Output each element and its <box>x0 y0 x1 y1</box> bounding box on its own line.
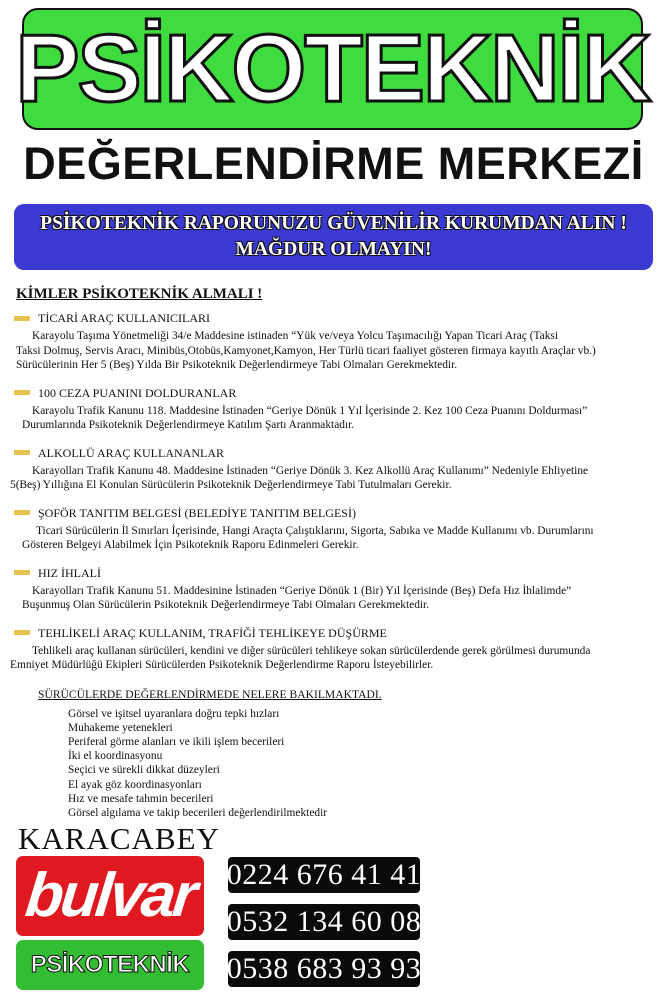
phone-number-box <box>228 857 420 893</box>
section-heading: KİMLER PSİKOTEKNİK ALMALI ! <box>16 286 263 302</box>
item-line: Ticari Sürücülerin İl Sınırları İçerisinde, Hangi Araçta Çalıştıklarını, Sigorta, Sabıka ve Madde Kullanımı vb. Durumlarını <box>36 524 594 537</box>
item-line: Karayolu Trafik Kanunu 118. Maddesine İstinaden “Geriye Dönük 1 Yıl İçerisinde 2. Kez 100 Ceza Puanını Doldurması” <box>32 404 588 417</box>
item-line: Gösteren Belgeyi Alabilmek İçin Psikoteknik Raporu Edinmeleri Gerekir. <box>22 539 359 551</box>
list-item <box>10 505 656 553</box>
item-body <box>10 584 656 613</box>
list-item: Periferal görme alanları ve ikili işlem becerileri <box>68 735 285 748</box>
item-body <box>10 464 656 493</box>
item-line: Taksi Dolmuş, Servis Aracı, Minibüs,Otobüs,Kamyonet,Kamyon, Her Türlü ticari faaliyet gösteren firmaya kayıtlı Araçlar vb.) <box>16 344 596 357</box>
item-title: ŞOFÖR TANITIM BELGESİ (BELEDİYE TANITIM BELGESİ) <box>38 505 356 520</box>
list-item <box>10 565 656 613</box>
item-line: Karayolu Taşıma Yönetmeliği 34/e Maddesine istinaden “Yük ve/veya Yolcu Taşımacılığı Yapan Ticari Araç (Taksi <box>32 330 559 342</box>
warning-line-2: MAĞDUR OLMAYIN! <box>235 239 432 260</box>
item-line: Durumlarında Psikoteknik Değerlendirmeye Katılım Şartı Aranmaktadır. <box>22 419 355 431</box>
evaluation-list <box>68 707 656 821</box>
item-title: HIZ İHLALİ <box>38 565 101 580</box>
item-line: Karayolları Trafik Kanunu 48. Maddesine İstinaden “Geriye Dönük 3. Kez Alkollü Araç Kullanımı” Nedeniyle Ehliyetine <box>32 464 589 477</box>
list-item: El ayak göz koordinasyonları <box>68 778 202 791</box>
item-title: 100 CEZA PUANINI DOLDURANLAR <box>38 385 237 400</box>
list-item <box>10 385 656 433</box>
phone-number: 0224 676 41 41 <box>226 858 422 891</box>
bullet-icon <box>14 630 30 635</box>
bullet-icon <box>14 510 30 515</box>
brand-logo <box>16 856 204 936</box>
evaluation-heading: SÜRÜCÜLERDE DEĞERLENDİRMEDE NELERE BAKILMAKTADI. <box>38 687 382 701</box>
brand-subtitle: PSİKOTEKNİK <box>30 951 190 978</box>
title-banner <box>15 8 650 130</box>
brand-logo-text: bulvar <box>22 861 198 930</box>
item-body <box>10 329 656 373</box>
list-item: Hız ve mesafe tahmin becerileri <box>68 792 214 805</box>
page-subtitle: DEĞERLENDİRME MERKEZİ <box>23 138 644 189</box>
phone-number-box <box>228 951 420 987</box>
bullet-icon <box>14 450 30 455</box>
item-title: ALKOLLÜ ARAÇ KULLANANLAR <box>38 445 224 460</box>
list-item <box>10 310 656 373</box>
item-body <box>10 524 656 553</box>
phone-number: 0532 134 60 08 <box>226 905 422 938</box>
list-item: İki el koordinasyonu <box>68 750 163 763</box>
list-item: Muhakeme yetenekleri <box>68 721 173 734</box>
warning-line-1: PSİKOTEKNİK RAPORUNUZU GÜVENİLİR KURUMDAN ALIN ! <box>40 213 627 234</box>
main-content <box>10 280 656 820</box>
item-title: TİCARİ ARAÇ KULLANICILARI <box>38 311 210 325</box>
list-item <box>10 445 656 493</box>
bullet-icon <box>14 570 30 575</box>
list-item: Görsel algılama ve takip becerileri değerlendirilmektedir <box>68 806 328 819</box>
item-line: Sürücülerinin Her 5 (Beş) Yılda Bir Psikoteknik Değerlendirmeye Tabi Olmaları Gerekmektedir. <box>16 359 458 371</box>
bullet-icon <box>14 390 30 395</box>
item-body <box>10 644 656 673</box>
item-line: Emniyet Müdürlüğü Ekipleri Sürücülerden Psikoteknik Değerlendirme Raporu İsteyebilirler. <box>10 659 434 671</box>
item-line: 5(Beş) Yıllığına El Konulan Sürücülerin Psikoteknik Değerlendirmeye Tabi Tutulmaları Gerekir. <box>10 479 452 491</box>
item-line: Karayolları Trafik Kanunu 51. Maddesinine İstinaden “Geriye Dönük 1 (Bir) Yıl İçerisinde (Beş) Defa Hız İhlalimde” <box>32 584 572 597</box>
list-item: Görsel ve işitsel uyaranlara doğru tepki hızları <box>68 707 280 720</box>
phone-number-box <box>228 904 420 940</box>
warning-banner <box>14 204 653 270</box>
brand-subtitle-box <box>16 940 204 990</box>
item-title: TEHLİKELİ ARAÇ KULLANIM, TRAFİĞİ TEHLİKEYE DÜŞÜRME <box>38 625 387 640</box>
page-title: PSİKOTEKNİK <box>15 15 650 122</box>
list-item <box>10 625 656 673</box>
item-body <box>10 404 656 433</box>
brand-city: KARACABEY <box>18 821 220 856</box>
list-item: Seçici ve sürekli dikkat düzeyleri <box>68 764 220 777</box>
item-line: Buşunmuş Olan Sürücülerin Psikoteknik Değerlendirmeye Tabi Olmaları Gerekmektedir. <box>22 599 430 611</box>
phone-number: 0538 683 93 93 <box>226 952 422 985</box>
bullet-icon <box>14 316 30 321</box>
item-line: Tehlikeli araç kullanan sürücüleri, kendini ve diğer sürücüleri tehlikeye sokan sürücülerdende gerek görülmesi durumunda <box>32 644 591 657</box>
